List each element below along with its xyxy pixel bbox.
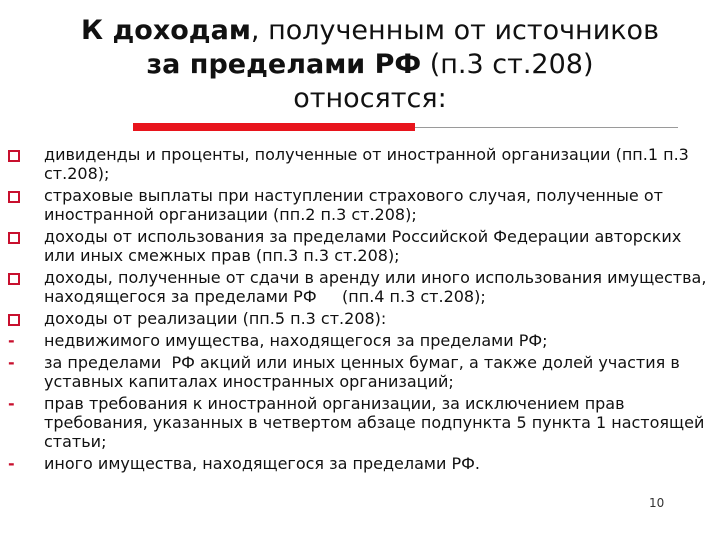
square-bullet-icon [8,314,20,326]
list-item [8,145,708,183]
title-accent-bar [133,123,415,131]
square-bullet-icon [8,273,20,285]
dash-bullet-icon: - [8,454,15,473]
title-text-2: (п.3 ст.208) [421,49,594,80]
list-item [8,309,708,328]
list-item-text: доходы от реализации (пп.5 п.3 ст.208): [44,309,387,328]
dash-bullet-icon: - [8,353,15,372]
list-item-text: доходы, полученные от сдачи в аренду или иного использования имущества, находящегося за пределами РФ (пп.4 п.3 ст.208); [44,268,712,306]
title-text-1: , полученным от источников [250,15,659,46]
dash-bullet-icon: - [8,331,15,350]
list-item [8,268,712,306]
list-item-text: доходы от использования за пределами Российской Федерации авторских или иных смежных прав (пп.3 п.3 ст.208); [44,227,682,265]
list-item-text: прав требования к иностранной организации, за исключением прав требования, указанных в четвертом абзаце подпункта 5 пункта 1 настоящей статьи; [44,394,705,451]
square-bullet-icon [8,232,20,244]
list-item-text: за пределами РФ акций или иных ценных бумаг, а также долей участия в уставных капиталах иностранных организаций; [44,353,685,391]
title-bold-1: К доходам [81,15,251,46]
title-bold-2: за пределами РФ [146,49,422,80]
list-subitem [8,353,708,391]
list-subitem [8,394,708,451]
list-subitem [8,454,708,473]
title-line-1 [40,14,700,48]
square-bullet-icon [8,150,20,162]
list-item-text: дивиденды и проценты, полученные от иностранной организации (пп.1 п.3 ст.208); [44,145,689,183]
list-item-text: страховые выплаты при наступлении страхового случая, полученные от иностранной организации (пп.2 п.3 ст.208); [44,186,663,224]
list-item [8,186,708,224]
title-line-3: относятся: [293,83,447,114]
page-number: 10 [649,496,665,510]
list-subitem [8,331,708,350]
slide-title [40,14,700,116]
list-item-text: иного имущества, находящегося за пределами РФ. [44,454,480,473]
square-bullet-icon [8,191,20,203]
dash-bullet-icon: - [8,394,15,413]
list-item [8,227,708,265]
income-list [8,145,712,476]
list-item-text: недвижимого имущества, находящегося за пределами РФ; [44,331,548,350]
title-line-2 [40,48,700,82]
